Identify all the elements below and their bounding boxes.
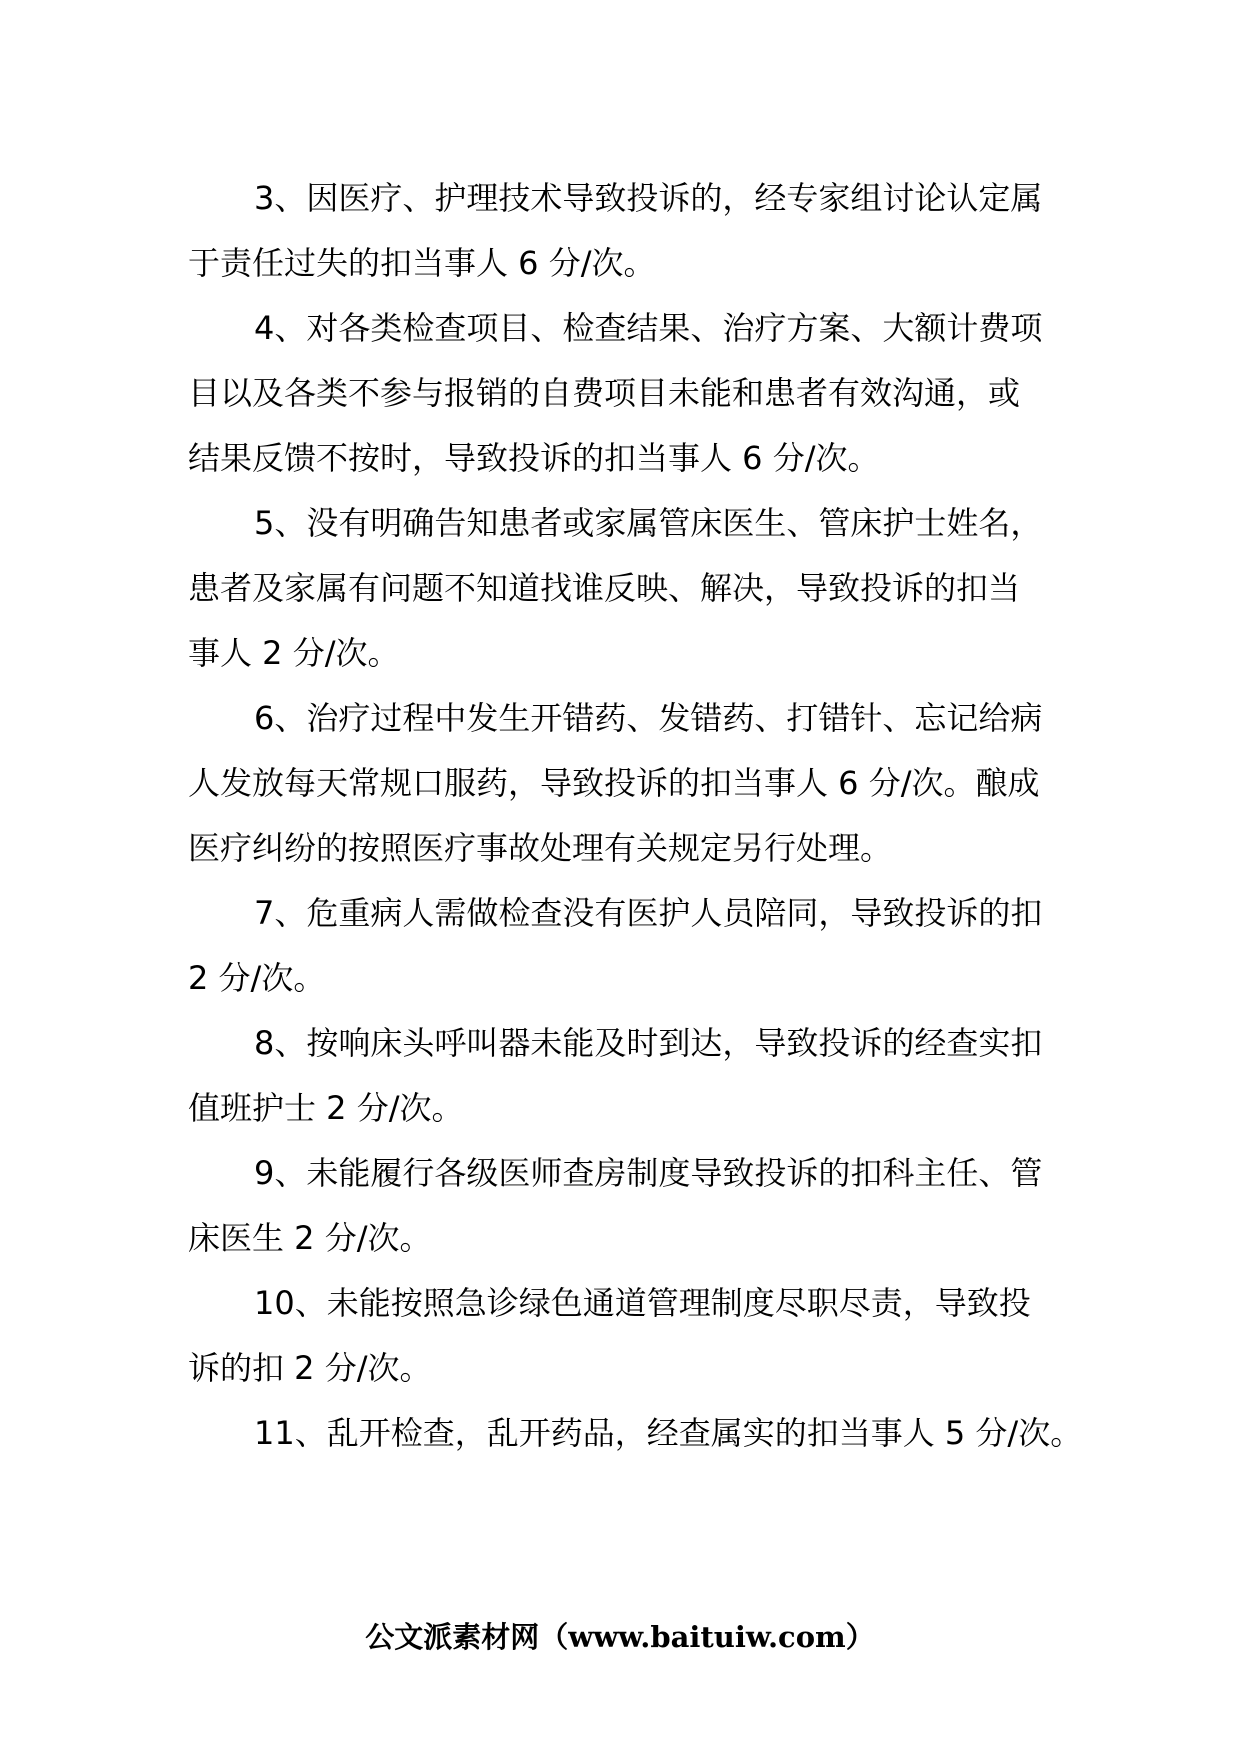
paragraph-line: 7、危重病人需做检查没有医护人员陪同，导致投诉的扣 — [254, 894, 1043, 932]
paragraph-item-3 — [188, 166, 1068, 296]
paragraph-line: 事人 2 分/次。 — [188, 634, 400, 672]
document-body — [188, 166, 1083, 1466]
paragraph-item-4 — [188, 296, 1068, 491]
paragraph-item-5 — [188, 491, 1068, 686]
paragraph-line: 人发放每天常规口服药，导致投诉的扣当事人 6 分/次。酿成 — [188, 764, 1040, 802]
paragraph-item-7 — [188, 881, 1068, 1011]
paragraph-line: 于责任过失的扣当事人 6 分/次。 — [188, 244, 656, 282]
paragraph-item-8 — [188, 1011, 1068, 1141]
paragraph-line: 2 分/次。 — [188, 959, 326, 997]
paragraph-item-6 — [188, 686, 1068, 881]
paragraph-item-11 — [188, 1401, 1083, 1466]
paragraph-line: 9、未能履行各级医师查房制度导致投诉的扣科主任、管 — [254, 1154, 1043, 1192]
paragraph-line: 结果反馈不按时，导致投诉的扣当事人 6 分/次。 — [188, 439, 880, 477]
paragraph-line: 医疗纠纷的按照医疗事故处理有关规定另行处理。 — [188, 829, 893, 867]
paragraph-line: 患者及家属有问题不知道找谁反映、解决，导致投诉的扣当 — [188, 569, 1021, 607]
paragraph-line: 床医生 2 分/次。 — [188, 1219, 432, 1257]
paragraph-line: 5、没有明确告知患者或家属管床医生、管床护士姓名， — [254, 504, 1043, 542]
paragraph-item-10 — [188, 1271, 1068, 1401]
paragraph-line: 目以及各类不参与报销的自费项目未能和患者有效沟通，或 — [188, 374, 1021, 412]
footer-source-text: 公文派素材网（www.baituiw.com） — [365, 1620, 875, 1654]
paragraph-line: 10、未能按照急诊绿色通道管理制度尽职尽责，导致投 — [254, 1284, 1031, 1322]
paragraph-item-9 — [188, 1141, 1068, 1271]
paragraph-line: 8、按响床头呼叫器未能及时到达，导致投诉的经查实扣 — [254, 1024, 1043, 1062]
paragraph-line: 4、对各类检查项目、检查结果、治疗方案、大额计费项 — [254, 309, 1043, 347]
paragraph-line: 11、乱开检查，乱开药品，经查属实的扣当事人 5 分/次。 — [254, 1414, 1083, 1452]
paragraph-line: 6、治疗过程中发生开错药、发错药、打错针、忘记给病 — [254, 699, 1043, 737]
paragraph-line: 3、因医疗、护理技术导致投诉的，经专家组讨论认定属 — [254, 179, 1043, 217]
paragraph-line: 值班护士 2 分/次。 — [188, 1089, 464, 1127]
paragraph-line: 诉的扣 2 分/次。 — [188, 1349, 432, 1387]
